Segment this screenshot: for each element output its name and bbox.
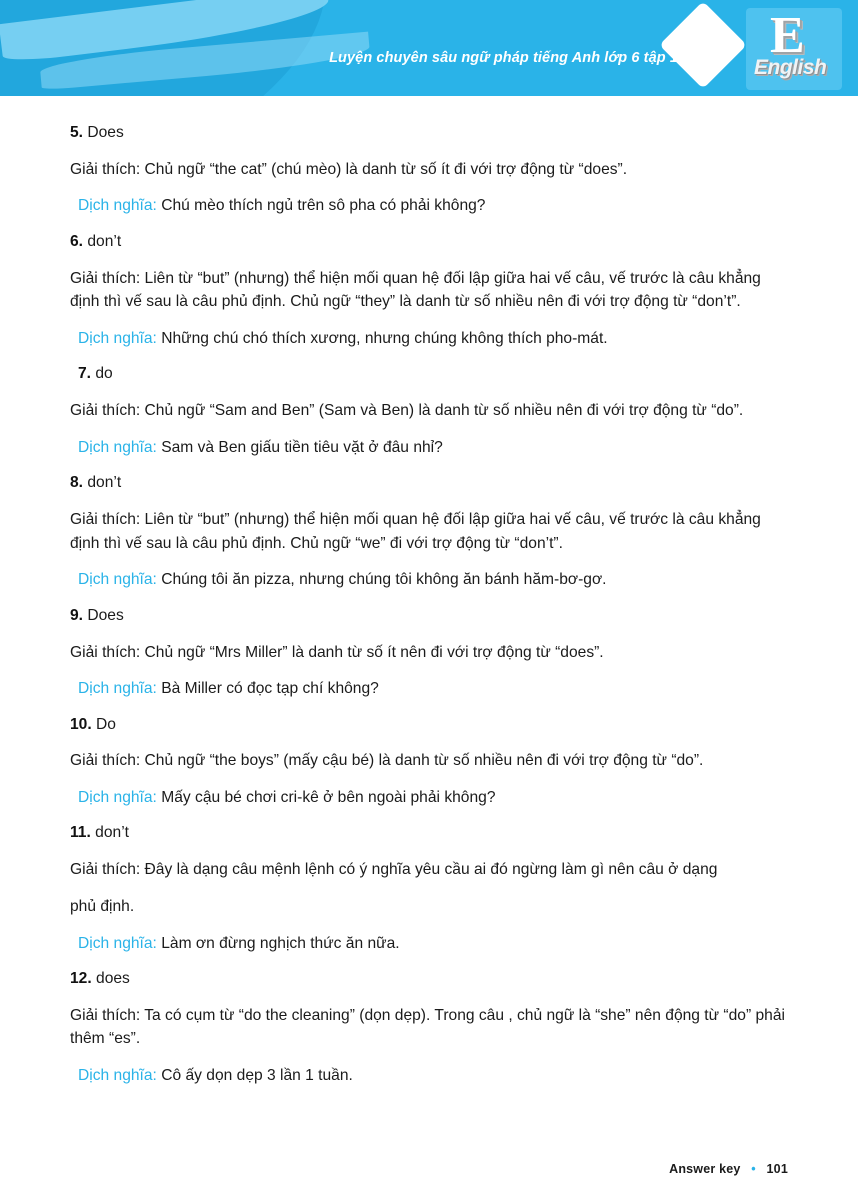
translation-text: Mấy cậu bé chơi cri-kê ở bên ngoài phải không? [161,789,496,807]
translation-text: Sam và Ben giấu tiền tiêu vặt ở đâu nhỉ? [161,438,443,456]
item-explanation: Giải thích: Ta có cụm từ “do the cleaning” (dọn dẹp). Trong câu , chủ ngữ là “she” nên động từ “do” phải thêm “es”. [70,1006,785,1048]
answer-item [70,822,785,845]
answer-item [70,605,785,628]
item-number: 5. [70,124,84,141]
item-explanation: Giải thích: Chủ ngữ “the cat” (chú mèo) là danh từ số ít đi với trợ động từ “does”. [70,160,628,178]
translation-label: Dịch nghĩa: [78,1067,157,1085]
item-translation [70,786,785,809]
item-answer: do [95,365,113,383]
translation-text: Cô ấy dọn dẹp 3 lần 1 tuần. [161,1067,353,1085]
answer-item [70,968,785,991]
item-number: 7. [78,365,92,383]
english-logo [746,8,842,90]
page-header [0,0,858,96]
item-explanation: Giải thích: Chủ ngữ “the boys” (mấy cậu bé) là danh từ số nhiều nên đi với trợ động từ “do”. [70,752,704,770]
item-explanation: Giải thích: Chủ ngữ “Sam and Ben” (Sam và Ben) là danh từ số nhiều nên đi với trợ động từ “do”. [70,402,744,420]
translation-text: Bà Miller có đọc tạp chí không? [161,680,379,698]
item-translation [70,932,785,955]
logo-wordmark: English [754,56,827,79]
item-translation [70,1064,785,1087]
item-answer: Does [87,606,124,624]
translation-text: Những chú chó thích xương, nhưng chúng không thích pho-mát. [161,329,608,347]
answer-item [70,231,785,254]
answer-item [70,363,785,386]
item-answer: Does [87,124,124,141]
translation-label: Dịch nghĩa: [78,934,157,952]
translation-label: Dịch nghĩa: [78,438,157,456]
item-translation [70,327,785,350]
item-number: 10. [70,715,92,733]
book-title: Luyện chuyên sâu ngữ pháp tiếng Anh lớp 6 tập 1 [329,50,678,66]
logo-letter-e: E [770,7,805,64]
item-explanation-continued: phủ định. [70,897,135,915]
footer-separator: • [751,1162,756,1176]
translation-label: Dịch nghĩa: [78,197,157,215]
item-answer: don’t [95,824,129,842]
page-number: 101 [766,1162,788,1176]
item-explanation: Giải thích: Chủ ngữ “Mrs Miller” là danh từ số ít nên đi với trợ động từ “does”. [70,643,604,661]
translation-label: Dịch nghĩa: [78,789,157,807]
footer-section-label: Answer key [669,1162,741,1176]
translation-text: Chú mèo thích ngủ trên sô pha có phải không? [161,197,486,215]
item-explanation: Giải thích: Liên từ “but” (nhưng) thể hiện mối quan hệ đối lập giữa hai vế câu, vế trước là câu khẳng định thì vế sau là câu phủ định. Chủ ngữ “we” đi với trợ động từ “don’t”. [70,510,761,552]
item-answer: Do [96,715,116,733]
item-number: 6. [70,232,84,250]
item-number: 8. [70,474,84,492]
header-diamond-notch [659,1,747,89]
item-explanation: Giải thích: Đây là dạng câu mệnh lệnh có ý nghĩa yêu cầu ai đó ngừng làm gì nên câu ở dạng [70,861,718,879]
translation-label: Dịch nghĩa: [78,571,157,589]
translation-label: Dịch nghĩa: [78,329,157,347]
item-translation [70,677,785,700]
translation-text: Chúng tôi ăn pizza, nhưng chúng tôi không ăn bánh hăm-bơ-gơ. [161,571,607,589]
item-explanation: Giải thích: Liên từ “but” (nhưng) thể hiện mối quan hệ đối lập giữa hai vế câu, vế trước là câu khẳng định thì vế sau là câu phủ định. Chủ ngữ “they” là danh từ số nhiều nên đi với trợ động từ “don’t”. [70,269,761,311]
translation-label: Dịch nghĩa: [78,680,157,698]
answer-item [70,472,785,495]
item-translation [70,436,785,459]
item-answer: don’t [87,474,122,492]
page-footer [669,1162,788,1176]
item-number: 11. [70,824,91,842]
page-body [0,96,858,1200]
answer-item [70,714,785,737]
item-number: 9. [70,606,84,624]
item-answer: don’t [87,232,122,250]
answer-item [70,122,785,145]
item-answer: does [96,969,130,987]
item-number: 12. [70,969,92,987]
translation-text: Làm ơn đừng nghịch thức ăn nữa. [161,934,400,952]
item-translation [70,194,785,217]
answer-key-content [70,122,785,1101]
item-translation [70,568,785,591]
